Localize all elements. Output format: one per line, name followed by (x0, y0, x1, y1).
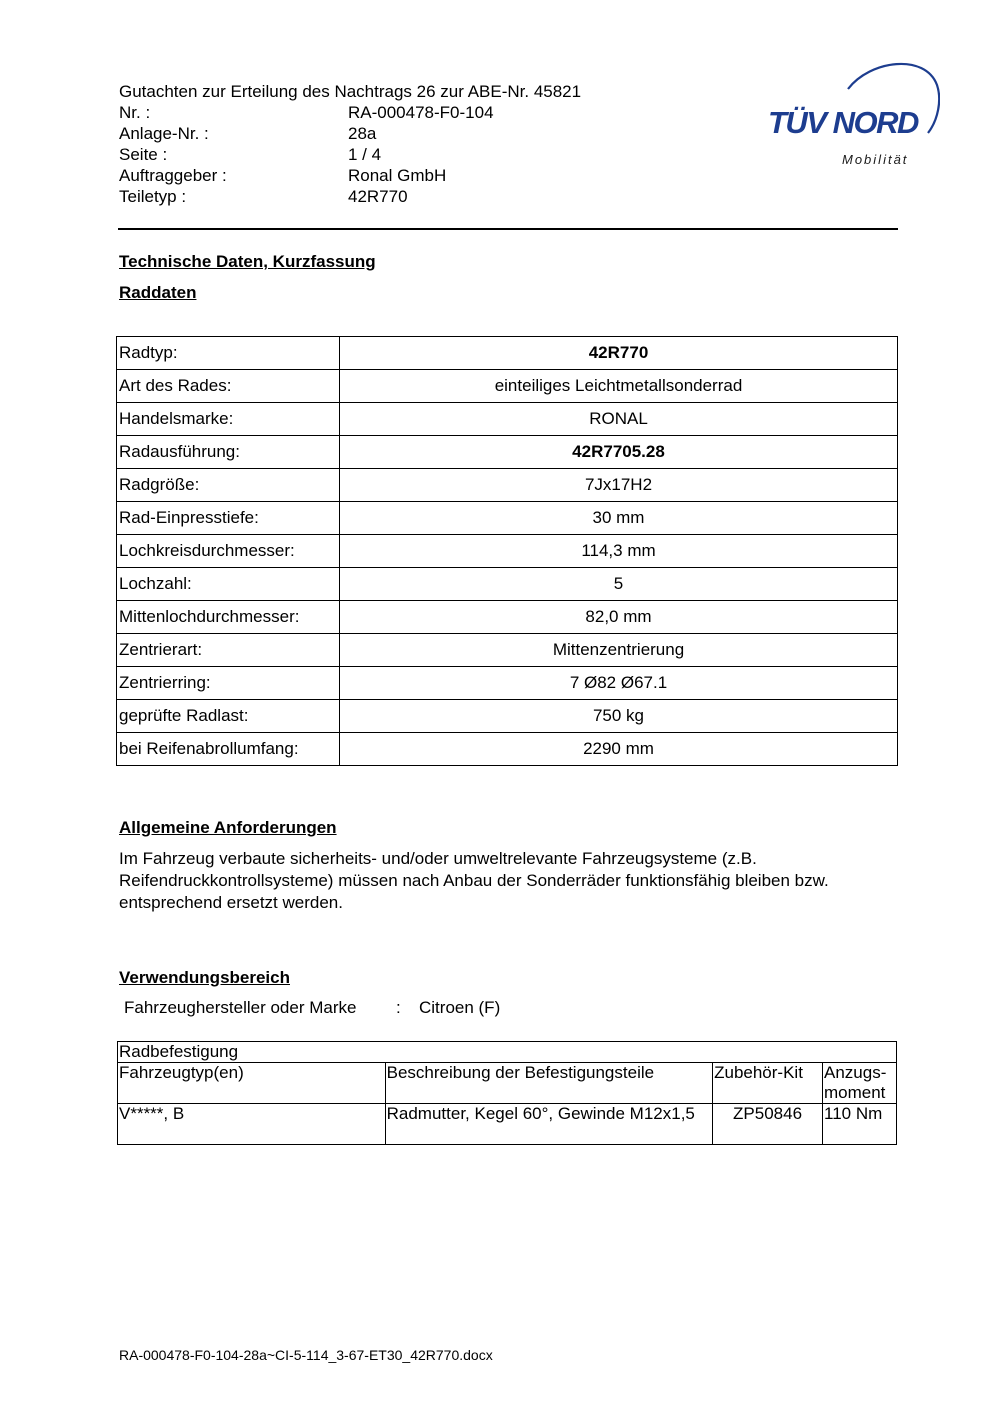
wheel-table-row (117, 568, 898, 601)
wheel-table-row (117, 535, 898, 568)
requirements-text: Im Fahrzeug verbaute sicherheits- und/oder umweltrelevante Fahrzeugsysteme (z.B. Reifendruckkontrollsysteme) müssen nach Anbau der Sonderräder funktionsfähig bleiben bzw. entsprechend ersetzt werden. (119, 849, 829, 912)
section-usage-heading: Verwendungsbereich (119, 968, 290, 987)
wheel-row-label: Zentrierart: (117, 634, 340, 667)
mounting-data-cell: Radmutter, Kegel 60°, Gewinde M12x1,5 (385, 1104, 712, 1145)
wheel-row-label: Art des Rades: (117, 370, 340, 403)
wheel-row-value: 750 kg (340, 700, 898, 733)
section-wheel-heading: Raddaten (119, 283, 197, 302)
wheel-row-value: einteiliges Leichtmetallsonderrad (340, 370, 898, 403)
wheel-row-label: Handelsmarke: (117, 403, 340, 436)
logo-brand: TÜV NORD (768, 105, 918, 140)
wheel-row-value: Mittenzentrierung (340, 634, 898, 667)
wheel-row-value: 42R770 (340, 337, 898, 370)
mounting-title: Radbefestigung (118, 1042, 897, 1063)
mounting-header-cell: Fahrzeugtyp(en) (118, 1063, 386, 1104)
wheel-row-value: RONAL (340, 403, 898, 436)
header-value: 28a (348, 124, 377, 143)
wheel-table-row (117, 700, 898, 733)
header-divider (118, 228, 898, 230)
wheel-row-value: 2290 mm (340, 733, 898, 766)
mounting-title-row (118, 1042, 897, 1063)
wheel-row-label: Radausführung: (117, 436, 340, 469)
header-value: 42R770 (348, 187, 408, 206)
mounting-header-cell: Anzugs- moment (823, 1063, 897, 1104)
wheel-table-row (117, 337, 898, 370)
wheel-row-value: 82,0 mm (340, 601, 898, 634)
mounting-header-cell: Beschreibung der Befestigungsteile (385, 1063, 712, 1104)
wheel-row-label: Zentrierring: (117, 667, 340, 700)
mounting-data-cell: ZP50846 (713, 1104, 823, 1145)
wheel-row-label: Mittenlochdurchmesser: (117, 601, 340, 634)
header-key: Nr. : (119, 103, 151, 122)
usage-separator: : (396, 998, 401, 1017)
wheel-row-label: Lochzahl: (117, 568, 340, 601)
header-value: Ronal GmbH (348, 166, 447, 185)
wheel-row-label: Lochkreisdurchmesser: (117, 535, 340, 568)
wheel-row-value: 7 Ø82 Ø67.1 (340, 667, 898, 700)
mounting-data-cell: 110 Nm (823, 1104, 897, 1145)
wheel-row-value: 5 (340, 568, 898, 601)
wheel-row-label: Radgröße: (117, 469, 340, 502)
header-key: Auftraggeber : (119, 166, 227, 185)
wheel-row-label: geprüfte Radlast: (117, 700, 340, 733)
document-title: Gutachten zur Erteilung des Nachtrags 26 zur ABE-Nr. 45821 (119, 82, 582, 101)
logo-subtitle: Mobilität (842, 152, 909, 167)
wheel-table-row (117, 370, 898, 403)
mounting-data-cell: V*****, B (118, 1104, 386, 1145)
wheel-row-value: 42R7705.28 (340, 436, 898, 469)
mounting-header-cell: Zubehör-Kit (713, 1063, 823, 1104)
usage-value: Citroen (F) (419, 998, 501, 1017)
wheel-table-row (117, 469, 898, 502)
wheel-row-value: 114,3 mm (340, 535, 898, 568)
wheel-row-label: Radtyp: (117, 337, 340, 370)
wheel-row-label: Rad-Einpresstiefe: (117, 502, 340, 535)
wheel-table-row (117, 403, 898, 436)
mounting-data-row (118, 1104, 897, 1145)
mounting-header-row (118, 1063, 897, 1104)
wheel-row-label: bei Reifenabrollumfang: (117, 733, 340, 766)
section-technical-heading: Technische Daten, Kurzfassung (119, 252, 376, 271)
wheel-row-value: 30 mm (340, 502, 898, 535)
wheel-table-row (117, 667, 898, 700)
header-value: 1 / 4 (348, 145, 382, 164)
header-key: Anlage-Nr. : (119, 124, 209, 143)
header-value: RA-000478-F0-104 (348, 103, 494, 122)
wheel-table-row (117, 733, 898, 766)
wheel-table-row (117, 502, 898, 535)
tuv-nord-logo (760, 55, 940, 175)
header-key: Seite : (119, 145, 168, 164)
wheel-table-row (117, 634, 898, 667)
wheel-row-value: 7Jx17H2 (340, 469, 898, 502)
usage-label: Fahrzeughersteller oder Marke (124, 998, 357, 1017)
wheel-data-table (116, 336, 898, 766)
footer-filename: RA-000478-F0-104-28a~CI-5-114_3-67-ET30_42R770.docx (119, 1347, 493, 1363)
mounting-table (117, 1041, 897, 1145)
section-requirements-heading: Allgemeine Anforderungen (119, 818, 337, 837)
wheel-table-row (117, 601, 898, 634)
header-key: Teiletyp : (119, 187, 187, 206)
wheel-table-row (117, 436, 898, 469)
